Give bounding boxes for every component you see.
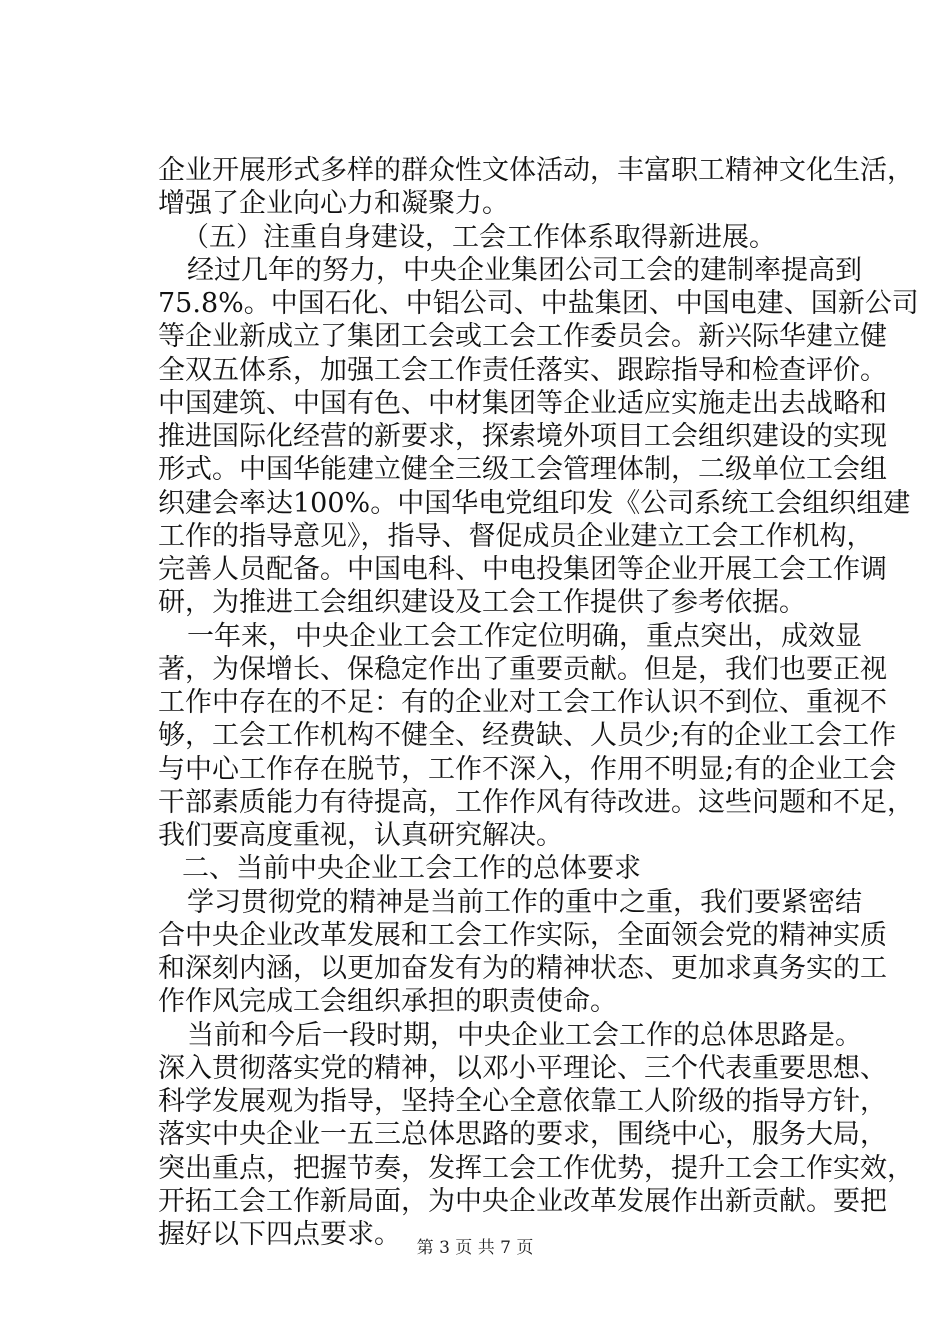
text-line: 合中央企业改革发展和工会工作实际，全面领会党的精神实质 xyxy=(158,919,887,951)
text-line: 著，为保增长、保稳定作出了重要贡献。但是，我们也要正视 xyxy=(158,653,887,685)
text-line: 经过几年的努力，中央企业集团公司工会的建制率提高到 xyxy=(187,254,862,286)
text-line: 工作的指导意见》，指导、督促成员企业建立工会工作机构， xyxy=(158,520,874,552)
text-line: 一年来，中央企业工会工作定位明确，重点突出，成效显 xyxy=(187,620,862,652)
text-line: 织建会率达100%。中国华电党组印发《公司系统工会组织组建 xyxy=(158,487,911,519)
text-line: 工作中存在的不足：有的企业对工会工作认识不到位、重视不 xyxy=(158,687,887,718)
text-line: 作作风完成工会组织承担的职责使命。 xyxy=(158,986,617,1018)
text-line: 中国建筑、中国有色、中材集团等企业适应实施走出去战略和 xyxy=(158,387,887,419)
text-line: 深入贯彻落实党的精神，以邓小平理论、三个代表重要思想、 xyxy=(158,1052,887,1084)
text-line: 研，为推进工会组织建设及工会工作提供了参考依据。 xyxy=(158,587,806,619)
text-line: 完善人员配备。中国电科、中电投集团等企业开展工会工作调 xyxy=(158,554,887,585)
section-heading: 二、当前中央企业工会工作的总体要求 xyxy=(182,853,641,885)
text-line: 全双五体系，加强工会工作责任落实、跟踪指导和检查评价。 xyxy=(158,354,887,386)
text-line: 增强了企业向心力和凝聚力。 xyxy=(158,188,509,220)
document-body xyxy=(158,154,919,1251)
page-number-footer: 第 3 页 共 7 页 xyxy=(416,1238,534,1258)
text-line: 形式。中国华能建立健全三级工会管理体制，二级单位工会组 xyxy=(158,454,887,486)
text-line: 开拓工会工作新局面，为中央企业改革发展作出新贡献。要把 xyxy=(158,1185,887,1217)
text-line: 企业开展形式多样的群众性文体活动，丰富职工精神文化生活， xyxy=(158,155,914,186)
text-line: 和深刻内涵，以更加奋发有为的精神状态、更加求真务实的工 xyxy=(158,953,887,984)
text-line: 等企业新成立了集团工会或工会工作委员会。新兴际华建立健 xyxy=(158,321,887,353)
section-heading: （五）注重自身建设，工会工作体系取得新进展。 xyxy=(182,221,776,253)
text-line: 当前和今后一段时期，中央企业工会工作的总体思路是。 xyxy=(187,1019,862,1051)
text-line: 握好以下四点要求。 xyxy=(158,1219,401,1250)
text-line: 推进国际化经营的新要求，探索境外项目工会组织建设的实现 xyxy=(158,421,887,452)
text-line: 学习贯彻党的精神是当前工作的重中之重，我们要紧密结 xyxy=(187,886,862,918)
text-line: 与中心工作存在脱节，工作不深入，作用不明显;有的企业工会 xyxy=(158,753,897,785)
text-line: 干部素质能力有待提高，工作作风有待改进。这些问题和不足， xyxy=(158,786,914,818)
text-line: 落实中央企业一五三总体思路的要求，围绕中心，服务大局， xyxy=(158,1119,887,1151)
text-line: 75.8%。中国石化、中铝公司、中盐集团、中国电建、国新公司 xyxy=(158,288,919,319)
text-line: 够，工会工作机构不健全、经费缺、人员少;有的企业工会工作 xyxy=(158,720,897,752)
text-line: 科学发展观为指导，坚持全心全意依靠工人阶级的指导方针， xyxy=(158,1086,887,1117)
text-line: 突出重点，把握节奏，发挥工会工作优势，提升工会工作实效， xyxy=(158,1152,914,1184)
text-line: 我们要高度重视，认真研究解决。 xyxy=(158,820,563,851)
